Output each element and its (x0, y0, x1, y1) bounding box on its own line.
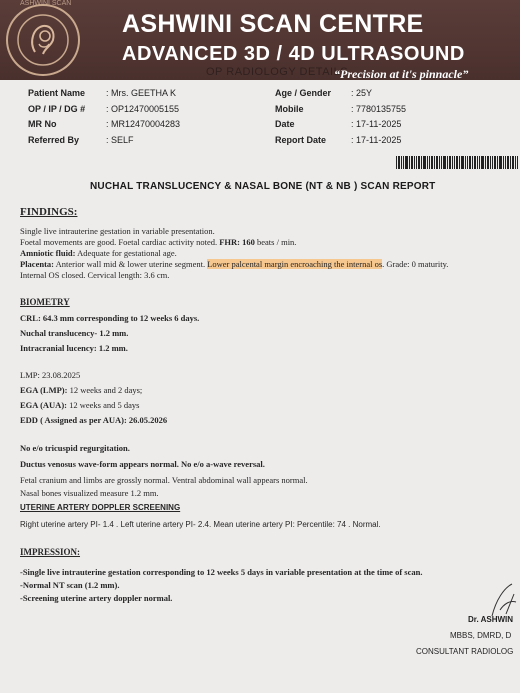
field-value: : Mrs. GEETHA K (106, 88, 177, 98)
biometry-line: Nuchal translucency- 1.2 mm. (20, 328, 129, 338)
doctor-degree: MBBS, DMRD, D (450, 631, 512, 640)
field-value: : 17-11-2025 (351, 119, 402, 129)
logo-caption: ASHWINI SCAN (20, 0, 72, 7)
impression-line: -Single live intrauterine gestation corresponding to 12 weeks 5 days in variable presentation at the time of scan. (20, 567, 423, 577)
highlighted-text: Lower palcental margin encroaching the internal os (207, 259, 383, 269)
finding-line: Fetal cranium and limbs are grossly normal. Ventral abdominal wall appears normal. (20, 475, 308, 485)
letterhead-banner (0, 0, 520, 80)
field-value: : MR12470004283 (106, 119, 181, 129)
field-value: : 7780135755 (351, 103, 407, 114)
field-value: : 17-11-2025 (351, 134, 402, 145)
biometry-line: CRL: 64.3 mm corresponding to 12 weeks 6 days. (20, 313, 200, 323)
clinic-name: ASHWINI SCAN CENTRE (122, 10, 424, 38)
field-value: : 25Y (351, 88, 373, 98)
biometry-line: Intracranial lucency: 1.2 mm. (20, 343, 128, 353)
clinic-logo-icon (6, 4, 80, 76)
findings-line: Foetal movements are good. Foetal cardiac activity noted. FHR: 160 beats / min. (20, 237, 297, 247)
field-label: Date (275, 119, 295, 129)
biometry-heading: BIOMETRY (20, 297, 70, 307)
findings-line: Placenta: Anterior wall mid & lower uterine segment. Lower palcental margin encroaching the internal os. Grade: 0 maturity. (20, 259, 449, 269)
impression-line: -Normal NT scan (1.2 mm). (20, 580, 120, 590)
doctor-name: Dr. ASHWIN (468, 615, 514, 624)
finding-line: No e/o tricuspid regurgitation. (20, 443, 130, 453)
ega-aua-line: EGA (AUA): 12 weeks and 5 days (20, 400, 140, 410)
edd-line: EDD ( Assigned as per AUA): 26.05.2026 (20, 415, 168, 425)
field-label: Report Date (275, 134, 327, 145)
findings-line: Internal OS closed. Cervical length: 3.6 cm. (20, 270, 170, 280)
field-label: Referred By (28, 134, 80, 145)
field-value: : SELF (106, 134, 134, 145)
findings-heading: FINDINGS: (20, 206, 78, 218)
field-label: Age / Gender (275, 88, 332, 98)
field-label: Patient Name (28, 88, 86, 98)
finding-line: Nasal bones visualized measure 1.2 mm. (20, 488, 159, 498)
field-value: : OP12470005155 (106, 103, 180, 114)
barcode-icon (396, 156, 518, 169)
uterine-doppler-values: Right uterine artery PI- 1.4 . Left uterine artery PI- 2.4. Mean uterine artery PI: Percentile: 74 . Normal. (20, 520, 381, 529)
report-title: NUCHAL TRANSLUCENCY & NASAL BONE (NT & NB ) SCAN REPORT (90, 181, 436, 192)
signature-icon (486, 580, 520, 620)
impression-line: -Screening uterine artery doppler normal. (20, 593, 173, 603)
clinic-tagline: “Precision at it's pinnacle” (334, 67, 469, 80)
clinic-subtitle: ADVANCED 3D / 4D ULTRASOUND (122, 43, 465, 65)
field-label: OP / IP / DG # (28, 103, 86, 114)
impression-heading: IMPRESSION: (20, 547, 81, 557)
field-label: MR No (28, 119, 57, 129)
uterine-doppler-heading: UTERINE ARTERY DOPPLER SCREENING (20, 503, 181, 512)
doctor-role: CONSULTANT RADIOLOG (416, 647, 514, 656)
lmp-line: LMP: 23.08.2025 (20, 370, 81, 380)
department-label: OP RADIOLOGY DETAILS (206, 66, 349, 78)
field-label: Mobile (275, 103, 304, 114)
finding-line: Ductus venosus wave-form appears normal. No e/o a-wave reversal. (20, 459, 265, 469)
findings-line: Single live intrauterine gestation in variable presentation. (20, 226, 215, 236)
findings-line: Amniotic fluid: Adequate for gestational age. (20, 248, 177, 258)
ega-lmp-line: EGA (LMP): 12 weeks and 2 days; (20, 385, 143, 395)
